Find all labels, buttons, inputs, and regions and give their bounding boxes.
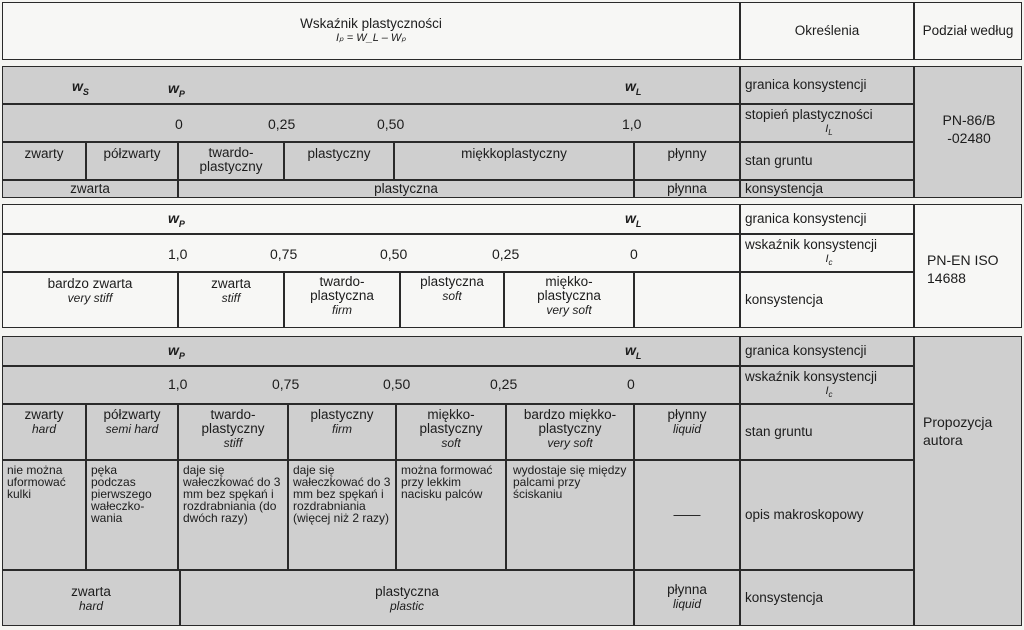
s3-state-plynny: płynny liquid (634, 404, 740, 460)
s1-state-plynny: płynny (634, 142, 740, 180)
s3-value-10: 1,0 (168, 376, 188, 392)
header-title: Wskaźnik plastyczności (300, 16, 442, 31)
s1-value-025: 0,25 (268, 116, 296, 132)
s2-cons-bardzo-zwarta: bardzo zwarta very stiff (2, 272, 178, 328)
s2-norm: PN-EN ISO 14688 (914, 204, 1022, 328)
s2-cons-miekkoplastyczna: miękko-plastyczna very soft (504, 272, 634, 328)
s1-cons-plynna: płynna (634, 180, 740, 198)
s1-state-polzwarty: półzwarty (86, 142, 178, 180)
s1-state-plastyczny: plastyczny (284, 142, 394, 180)
s3-granica-label: granica konsystencji (740, 336, 914, 366)
s2-value-0: 0 (630, 246, 638, 262)
s3-wl-label: $w_L$ (625, 342, 642, 361)
s3-value-075: 0,75 (272, 376, 300, 392)
s1-konsystencja-label: konsystencja (740, 180, 914, 198)
s2-cons-twardoplastyczna: twardo-plastyczna firm (284, 272, 400, 328)
s3-opis-label: opis makroskopowy (740, 460, 914, 570)
s1-state-zwarty: zwarty (2, 142, 86, 180)
s1-wp-label: $w_P$ (168, 80, 185, 99)
s1-cons-zwarta: zwarta (2, 180, 178, 198)
s1-granica-label: granica konsystencji (740, 66, 914, 104)
s2-cons-zwarta: zwarta stiff (178, 272, 284, 328)
s3-state-bardzo-miekkoplastyczny: bardzo miękko-plastyczny very soft (506, 404, 634, 460)
s2-granica-label: granica konsystencji (740, 204, 914, 234)
s3-norm: Propozycja autora (914, 336, 1022, 626)
s1-norm: PN-86/B -02480 (914, 66, 1022, 198)
s3-value-025: 0,25 (490, 376, 518, 392)
s3-cons-zwarta: zwarta hard (2, 570, 180, 626)
s3-wp-label: $w_P$ (168, 342, 185, 361)
s3-macro-1: nie można uformować kulki (2, 460, 86, 570)
s2-cons-empty (634, 272, 740, 328)
header-formula: Iₚ = W_L – Wₚ (335, 32, 407, 44)
header-title-cell (2, 2, 740, 60)
s1-state-miekkoplastyczny: miękkoplastyczny (394, 142, 634, 180)
s3-state-plastyczny: plastyczny firm (288, 404, 396, 460)
s3-stan-label: stan gruntu (740, 404, 914, 460)
s2-value-10: 1,0 (168, 246, 188, 262)
s1-stopien-label: stopień plastyczności $I_L$ (740, 104, 914, 142)
s1-value-0: 0 (175, 116, 183, 132)
s1-stan-label: stan gruntu (740, 142, 914, 180)
s2-wl-label: $w_L$ (625, 210, 642, 229)
s3-macro-6: wydostaje się między palcami przy ściskaniu (506, 460, 634, 570)
s3-macro-3: daje się wałeczkować do 3 mm bez spękań i rozdrabniania (do dwóch razy) (178, 460, 288, 570)
header-okreslenia: Określenia (740, 2, 914, 60)
s3-state-polzwarty: półzwarty semi hard (86, 404, 178, 460)
s2-wskaznik-label: wskaźnik konsystencji $I_c$ (740, 234, 914, 272)
s3-macro-7: —— (634, 460, 740, 570)
s1-value-10: 1,0 (622, 116, 642, 132)
s3-state-miekkoplastyczny: miękko-plastyczny soft (396, 404, 506, 460)
s3-konsystencja-label: konsystencja (740, 570, 914, 626)
s3-macro-2: pęka podczas pierwszego wałeczko-wania (86, 460, 178, 570)
s3-value-050: 0,50 (383, 376, 411, 392)
s2-value-075: 0,75 (270, 246, 298, 262)
s3-macro-4: daje się wałeczkować do 3 mm bez spękań i rozdrabniania (więcej niż 2 razy) (288, 460, 396, 570)
s3-macro-5: można formować przy lekkim nacisku palców (396, 460, 506, 570)
s2-value-050: 0,50 (380, 246, 408, 262)
s3-cons-plynna: płynna liquid (634, 570, 740, 626)
s3-wskaznik-label: wskaźnik konsystencji $I_c$ (740, 366, 914, 404)
s2-wp-label: $w_P$ (168, 210, 185, 229)
s1-value-050: 0,50 (377, 116, 405, 132)
s2-cons-plastyczna: plastyczna soft (400, 272, 504, 328)
s3-state-twardoplastyczny: twardo-plastyczny stiff (178, 404, 288, 460)
s3-state-zwarty: zwarty hard (2, 404, 86, 460)
s1-cons-plastyczna: plastyczna (178, 180, 634, 198)
s1-state-twardoplastyczny: twardo-plastyczny (178, 142, 284, 180)
s3-value-0: 0 (627, 376, 635, 392)
s1-wl-label: $w_L$ (625, 78, 642, 97)
s1-ws-label: $w_S$ (72, 78, 89, 97)
s3-cons-plastyczna: plastyczna plastic (180, 570, 634, 626)
header-podzial: Podział według (914, 2, 1022, 60)
s2-konsystencja-label: konsystencja (740, 272, 914, 328)
s2-value-025: 0,25 (492, 246, 520, 262)
